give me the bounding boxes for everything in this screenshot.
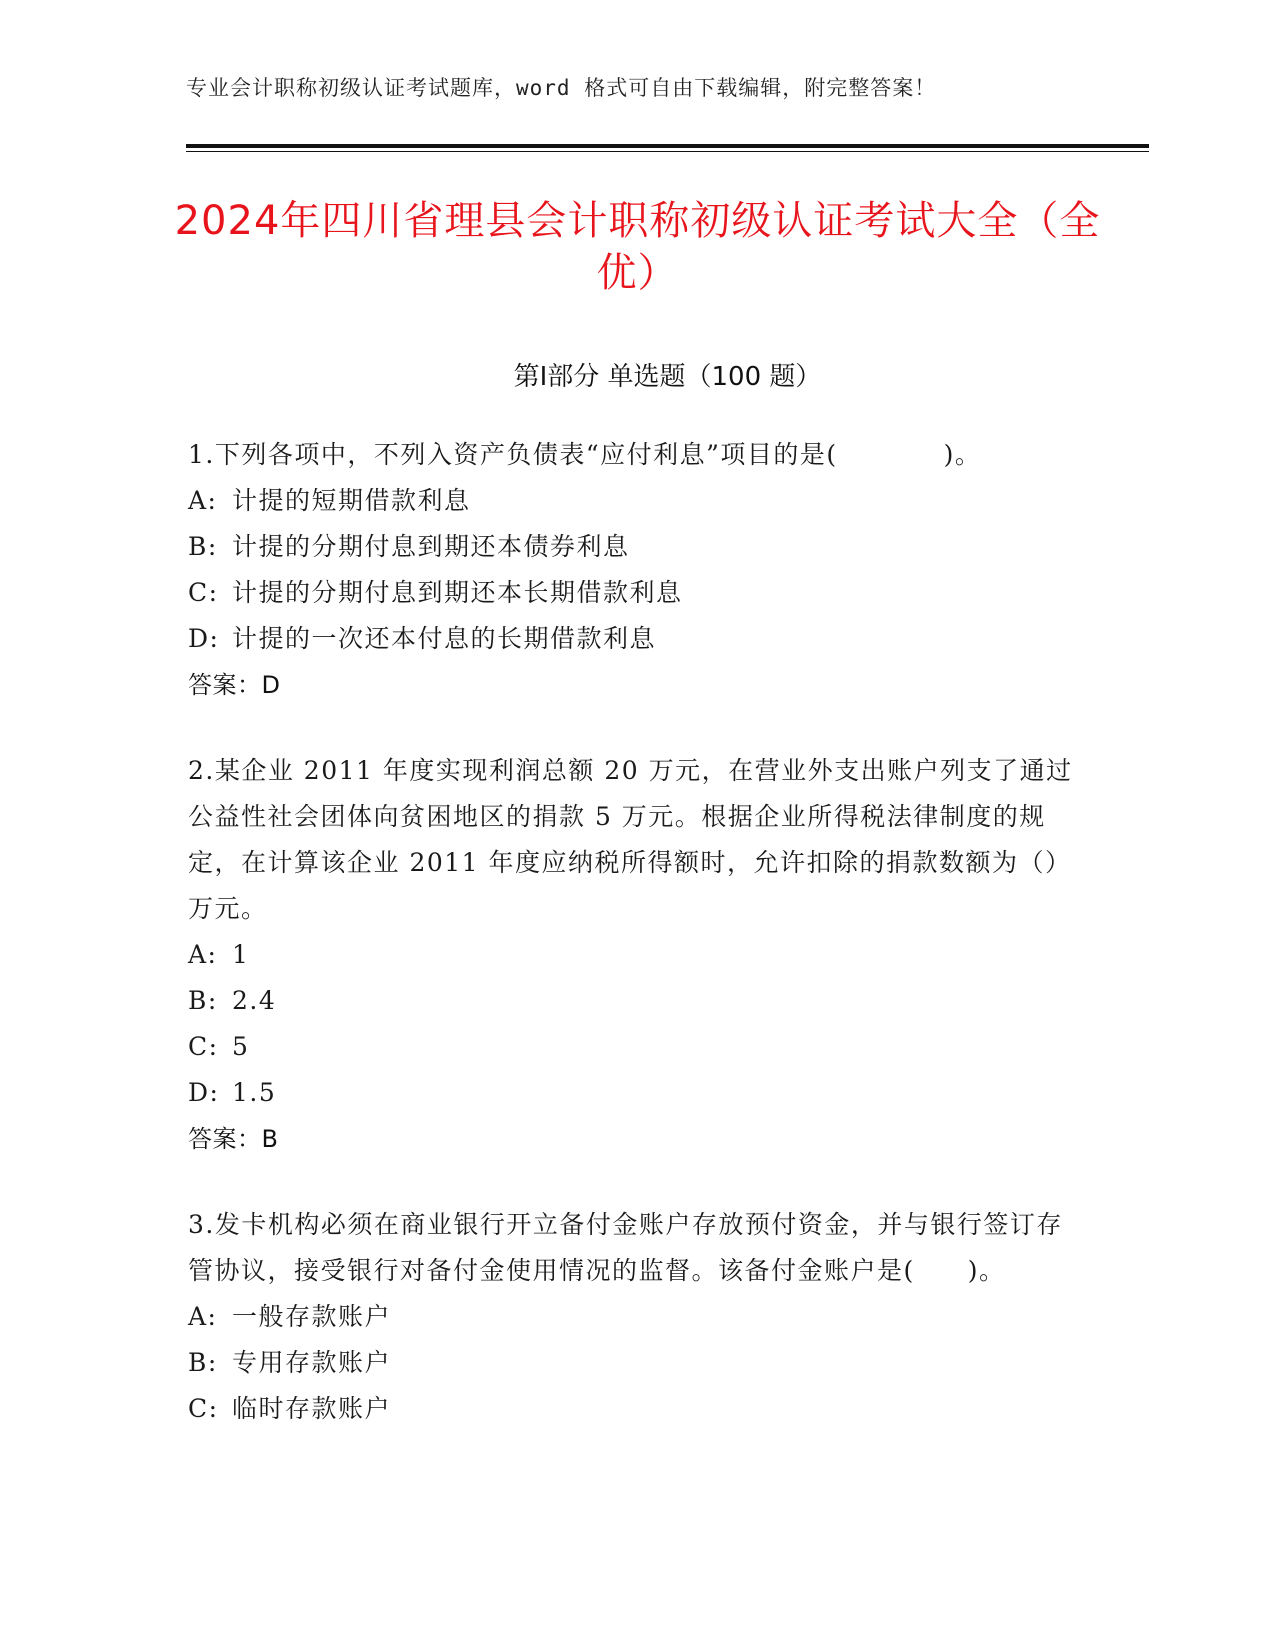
answer-line: 答案：D — [188, 671, 281, 699]
option-d — [188, 616, 1078, 662]
option-text: 1 — [232, 940, 250, 969]
option-letter: A: — [188, 486, 218, 515]
question-stem: 2.某企业 2011 年度实现利润总额 20 万元，在营业外支出账户列支了通过公益性社会团体向贫困地区的捐款 5 万元。根据企业所得税法律制度的规定，在计算该企业 2011 年度应纳税所得额时，允许扣除的捐款数额为（）万元。 — [188, 756, 1073, 923]
question-spacer — [188, 1162, 1078, 1202]
option-b — [188, 1340, 1078, 1386]
option-text: 专用存款账户 — [232, 1348, 392, 1377]
option-b — [188, 978, 1078, 1024]
question-stem: 3.发卡机构必须在商业银行开立备付金账户存放预付资金，并与银行签订存管协议，接受银行对备付金使用情况的监督。该备付金账户是( )。 — [188, 1210, 1063, 1285]
question-item — [188, 432, 1078, 708]
option-a — [188, 932, 1078, 978]
option-c — [188, 1386, 1078, 1432]
option-letter: B: — [188, 532, 218, 561]
header-rule-thick — [186, 144, 1149, 148]
question-item — [188, 748, 1078, 1162]
option-letter: D: — [188, 1078, 220, 1107]
option-letter: C: — [188, 578, 219, 607]
header-rule-thin — [186, 151, 1149, 152]
question-stem: 1.下列各项中，不列入资产负债表“应付利息”项目的是( )。 — [188, 440, 982, 469]
option-c — [188, 1024, 1078, 1070]
option-text: 计提的一次还本付息的长期借款利息 — [232, 624, 657, 653]
option-letter: B: — [188, 1348, 218, 1377]
option-text: 计提的短期借款利息 — [232, 486, 471, 515]
option-letter: C: — [188, 1394, 219, 1423]
option-text: 1.5 — [232, 1078, 277, 1107]
option-text: 计提的分期付息到期还本债券利息 — [232, 532, 630, 561]
option-text: 计提的分期付息到期还本长期借款利息 — [232, 578, 683, 607]
question-item — [188, 1202, 1078, 1432]
option-text: 临时存款账户 — [232, 1394, 392, 1423]
option-text: 5 — [232, 1032, 250, 1061]
page-header-text: 专业会计职称初级认证考试题库，word 格式可自由下载编辑，附完整答案！ — [186, 76, 937, 100]
option-letter: B: — [188, 986, 218, 1015]
option-letter: D: — [188, 624, 220, 653]
question-spacer — [188, 708, 1078, 748]
option-text: 2.4 — [232, 986, 277, 1015]
option-a — [188, 1294, 1078, 1340]
option-a — [188, 478, 1078, 524]
option-b — [188, 524, 1078, 570]
document-title: 2024年四川省理县会计职称初级认证考试大全（全优） — [174, 198, 1101, 296]
question-list — [188, 432, 1078, 1432]
option-letter: A: — [188, 940, 218, 969]
option-text: 一般存款账户 — [232, 1302, 392, 1331]
answer-line: 答案：B — [188, 1125, 279, 1153]
option-letter: C: — [188, 1032, 219, 1061]
option-letter: A: — [188, 1302, 218, 1331]
option-c — [188, 570, 1078, 616]
option-d — [188, 1070, 1078, 1116]
section-heading: 第Ⅰ部分 单选题（100 题） — [513, 362, 822, 392]
